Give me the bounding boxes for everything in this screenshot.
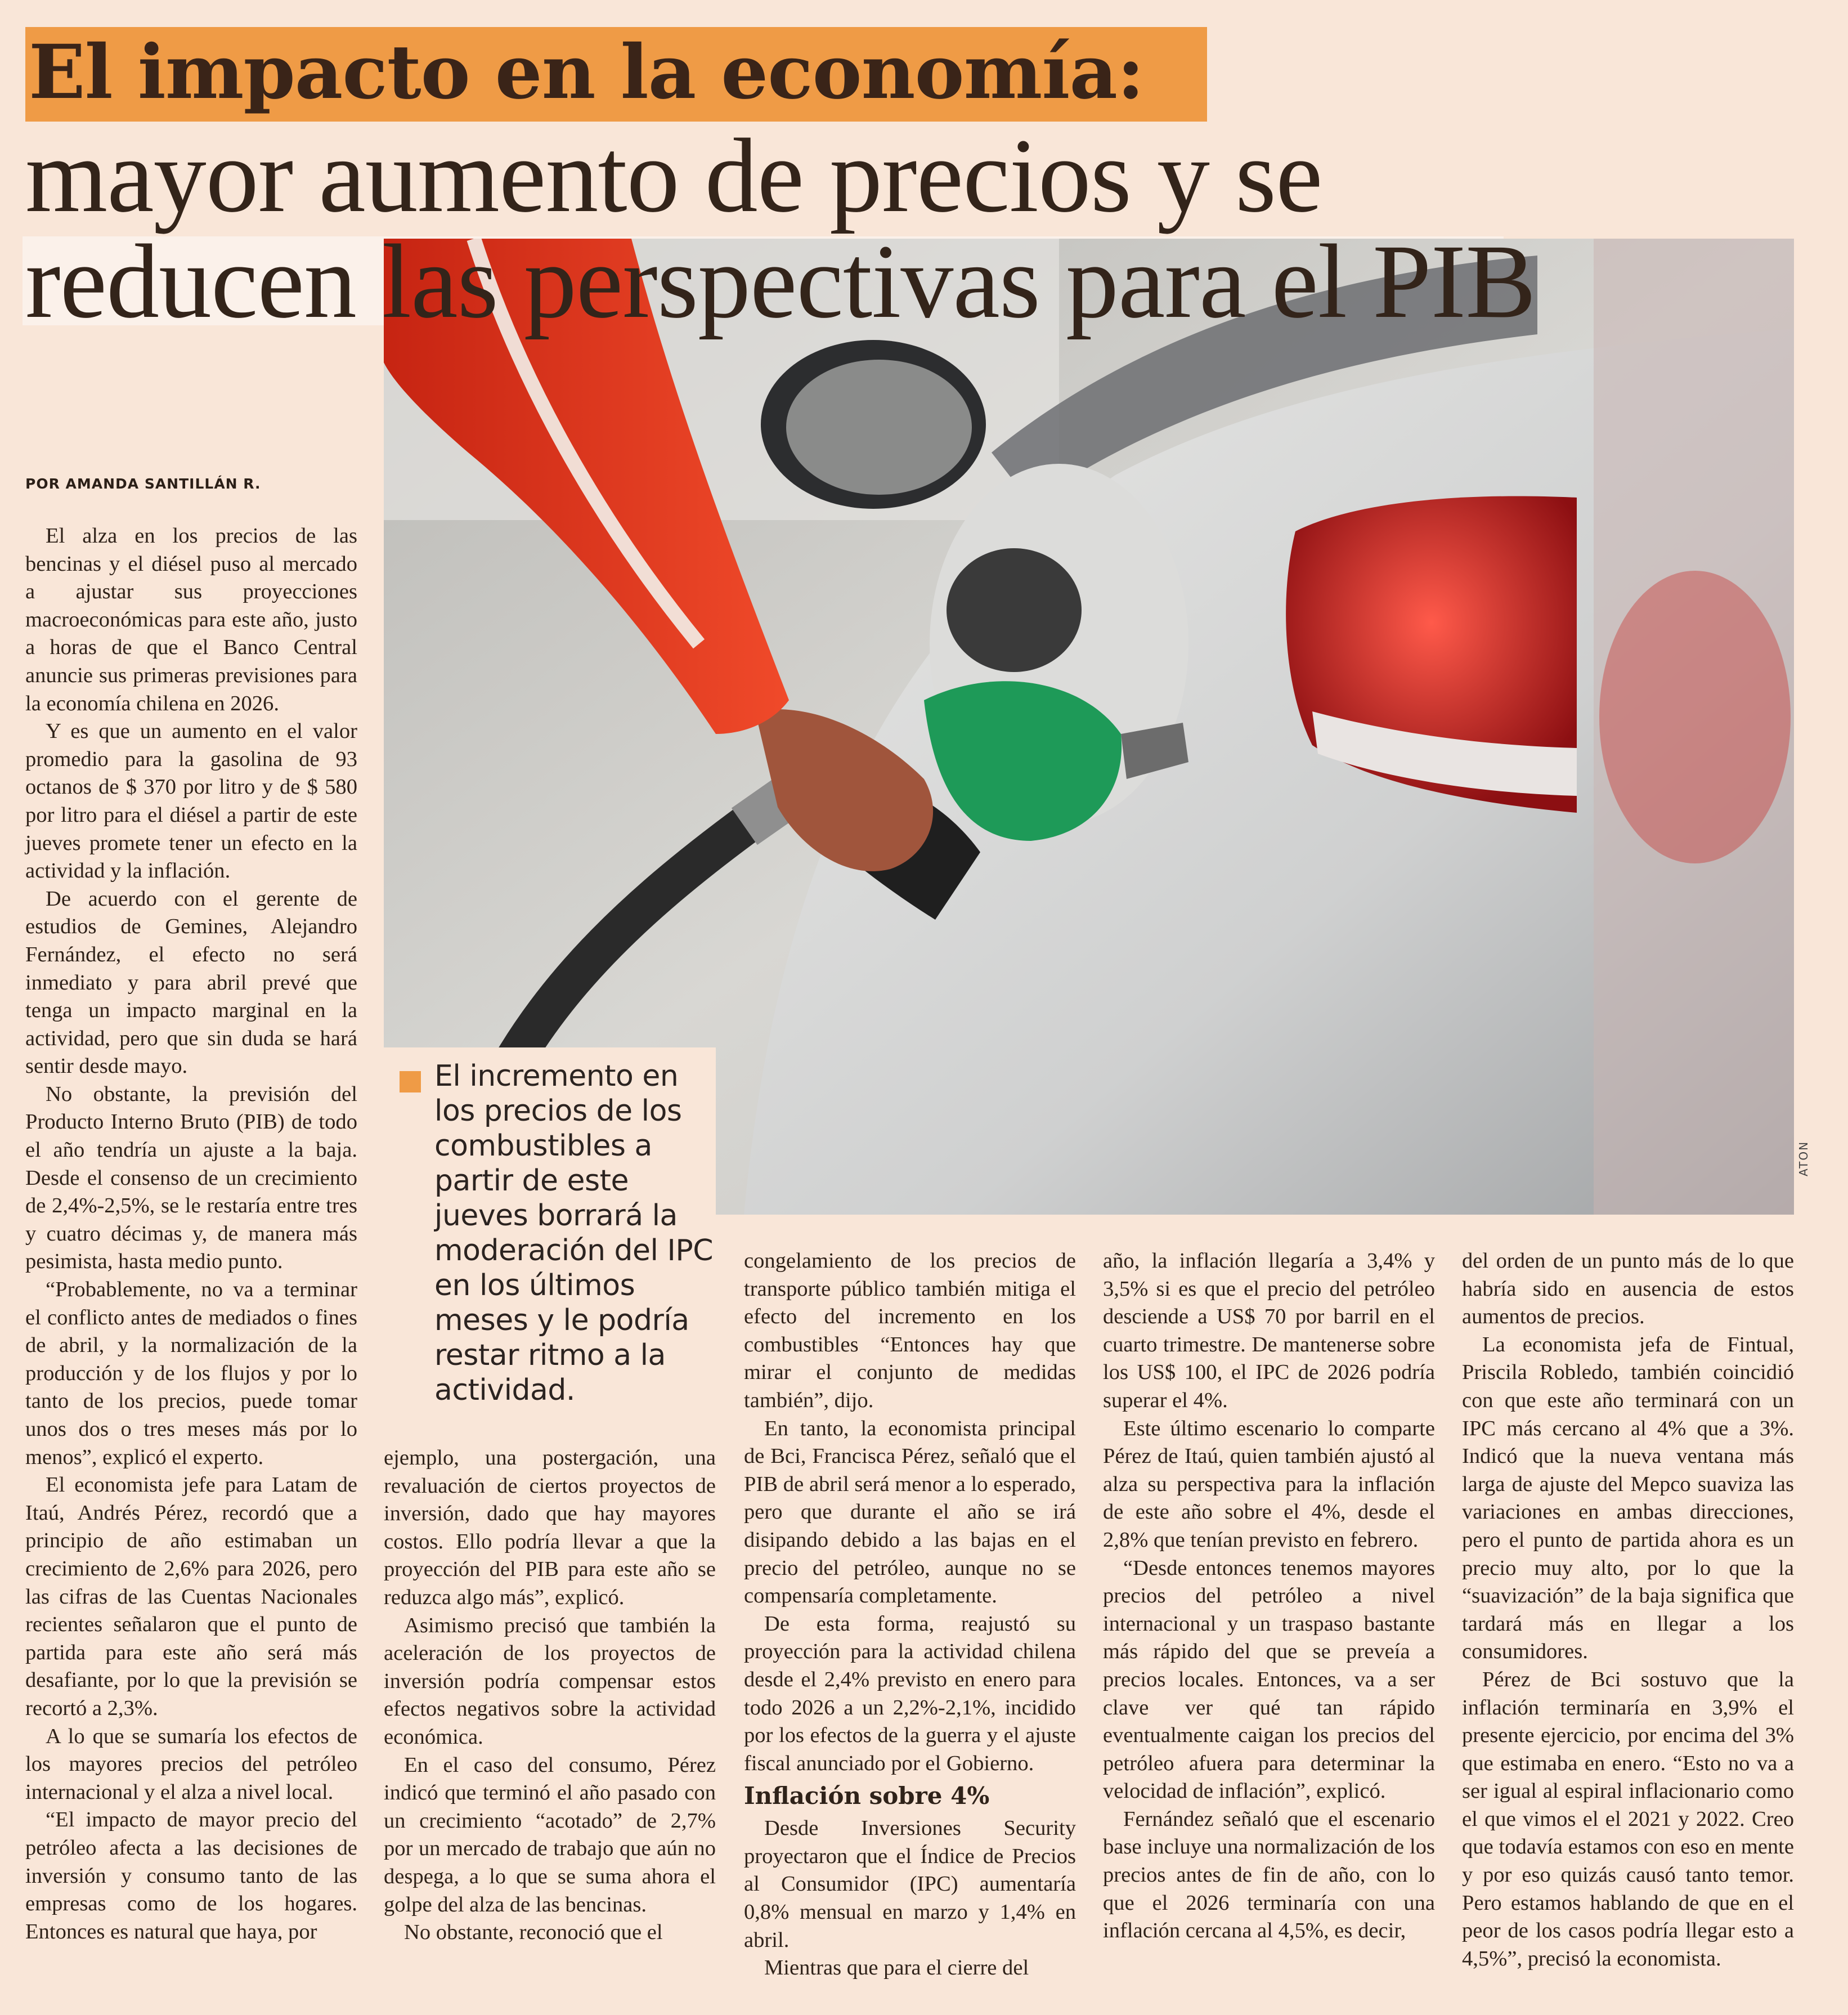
paragraph: congelamiento de los precios de transporte público también mitiga el efecto del incremento en los combustibles “Entonces hay que mirar el conjunto de medidas también”, dijo.	[744, 1249, 1076, 1412]
article-column-2	[384, 1444, 716, 1947]
article-column-5	[1462, 1247, 1794, 1973]
pull-quote-square-icon	[400, 1071, 421, 1092]
paragraph: No obstante, la previsión del Producto Interno Bruto (PIB) de todo el año tendría un ajuste a la baja. Desde el consenso de un crecimiento de 2,4%-2,5%, se le restaría entre tres y cuatro décimas y, de manera más pesimista, hasta medio punto.	[25, 1082, 357, 1274]
paragraph: En tanto, la economista principal de Bci, Francisca Pérez, señaló que el PIB de abril será menor a lo esperado, pero que durante el año se irá disipando debido a las bajas en el precio del petróleo, aunque no se compensaría completamente.	[744, 1416, 1076, 1608]
paragraph: “Probablemente, no va a terminar el conflicto antes de mediados o fines de abril, y la normalización de la producción y de los flujos y por lo tanto de los precios, puede tomar unos dos o tres meses más por lo menos”, explicó el experto.	[25, 1278, 357, 1469]
photo-credit: ATON	[1797, 1140, 1810, 1176]
paragraph: De acuerdo con el gerente de estudios de Gemines, Alejandro Fernández, el efecto no será inmediato y para abril prevé que tenga un impacto marginal en la actividad, pero que sin duda se hará sentir desde mayo.	[25, 886, 357, 1078]
paragraph: ejemplo, una postergación, una revaluación de ciertos proyectos de inversión, dado que hay mayores costos. Ello podría llevar a que la proyección del PIB para este año se reduzca algo más”, explicó.	[384, 1446, 716, 1609]
paragraph: De esta forma, reajustó su proyección para la actividad chilena desde el 2,4% previsto en enero para todo 2026 a un 2,2%-2,1%, incidido por los efectos de la guerra y el ajuste fiscal anunciado por el Gobierno.	[744, 1611, 1076, 1775]
article-column-1	[25, 522, 357, 1946]
paragraph: El alza en los precios de las bencinas y el diésel puso al mercado a ajustar sus proyecciones macroeconómicas para este año, justo a horas de que el Banco Central anuncie sus primeras previsiones para la economía chilena en 2026.	[25, 524, 357, 715]
headline-line-3: reducen las perspectivas para el PIB	[25, 222, 1536, 340]
paragraph: El economista jefe para Latam de Itaú, Andrés Pérez, recordó que a principio de año estimaban un crecimiento de 2,6% para 2026, pero las cifras de las Cuentas Nacionales recientes señalaron que el punto de partida para este año será más desafiante, por lo que la previsión se recortó a 2,3%.	[25, 1473, 357, 1720]
paragraph: año, la inflación llegaría a 3,4% y 3,5% si es que el precio del petróleo desciende a US$ 70 por barril en el cuarto trimestre. De mantenerse sobre los US$ 100, el IPC de 2026 podría superar el 4%.	[1103, 1249, 1435, 1412]
paragraph: Y es que un aumento en el valor promedio para la gasolina de 93 octanos de $ 370 por litro y de $ 580 por litro para el diésel a partir de este jueves promete tener un efecto en la actividad y la inflación.	[25, 719, 357, 883]
paragraph: En el caso del consumo, Pérez indicó que terminó el año pasado con un crecimiento “acotado” de 2,7% por un mercado de trabajo que aún no despega, a lo que se suma ahora el golpe del alza de las bencinas.	[384, 1753, 716, 1917]
headline-highlight	[25, 27, 1207, 122]
paragraph: Fernández señaló que el escenario base incluye una normalización de los precios antes de fin de año, con lo que el 2026 terminaría con una inflación cercana al 4,5%, es decir,	[1103, 1807, 1435, 1943]
paragraph: Este último escenario lo comparte Pérez de Itaú, quien también ajustó al alza su perspectiva para la inflación de este año sobre el 4%, desde el 2,8% que tenían previsto en febrero.	[1103, 1416, 1435, 1552]
paragraph: Mientras que para el cierre del	[764, 1956, 1029, 1980]
headline-kicker: El impacto en la economía:	[29, 29, 1144, 116]
paragraph: Asimismo precisó que también la aceleración de los proyectos de inversión podría compensar estos efectos negativos sobre la actividad económica.	[384, 1613, 716, 1749]
article-column-4	[1103, 1247, 1435, 1945]
paragraph: del orden de un punto más de lo que habría sido en ausencia de estos aumentos de precios.	[1462, 1249, 1794, 1329]
paragraph: “El impacto de mayor precio del petróleo afecta a las decisiones de inversión y consumo tanto de las empresas como de los hogares. Entonces es natural que haya, por	[25, 1808, 357, 1944]
paragraph: Desde Inversiones Security proyectaron que el Índice de Precios al Consumidor (IPC) aumentaría 0,8% mensual en marzo y 1,4% en abril.	[744, 1816, 1076, 1952]
pull-quote	[384, 1047, 716, 1413]
article-column-3	[744, 1247, 1076, 1982]
paragraph: “Desde entonces tenemos mayores precios del petróleo a nivel internacional y un traspaso bastante más rápido del que se preveía a precios locales. Entonces, va a ser clave ver qué tan rápido eventualmente caigan los precios del petróleo afuera para determinar la velocidad de inflación”, explicó.	[1103, 1556, 1435, 1803]
paragraph: A lo que se sumaría los efectos de los mayores precios del petróleo internacional y el alza a nivel local.	[25, 1724, 357, 1804]
headline-line-2: mayor aumento de precios y se	[25, 117, 1322, 234]
section-subhead: Inflación sobre 4%	[744, 1782, 990, 1810]
pull-quote-text: El incremento en los precios de los combustibles a partir de este jueves borrará la moderación del IPC en los últimos meses y le podría restar ritmo a la actividad.	[434, 1059, 714, 1407]
byline: POR AMANDA SANTILLÁN R.	[25, 476, 261, 492]
paragraph: No obstante, reconoció que el	[404, 1920, 663, 1945]
paragraph: La economista jefa de Fintual, Priscila Robledo, también coincidió con que este año terminará con un IPC más cercano al 4% que a 3%. Indicó que la nueva ventana más larga de ajuste del Mepco suaviza las variaciones en ambas direcciones, pero el punto de partida ahora es un precio muy alto, por lo que la “suavización” de la baja significa que tardará más en llegar a los consumidores.	[1462, 1332, 1794, 1664]
paragraph: Pérez de Bci sostuvo que la inflación terminaría en 3,9% el presente ejercicio, por encima del 3% que estimaba en enero. “Esto no va a ser igual al espiral inflacionario como el que vimos el el 2021 y 2022. Creo que todavía estamos con eso en mente y por eso quizás causó tanto temor. Pero estamos hablando de que en el peor de los casos podría llegar esto a 4,5%”, precisó la economista.	[1462, 1667, 1794, 1971]
